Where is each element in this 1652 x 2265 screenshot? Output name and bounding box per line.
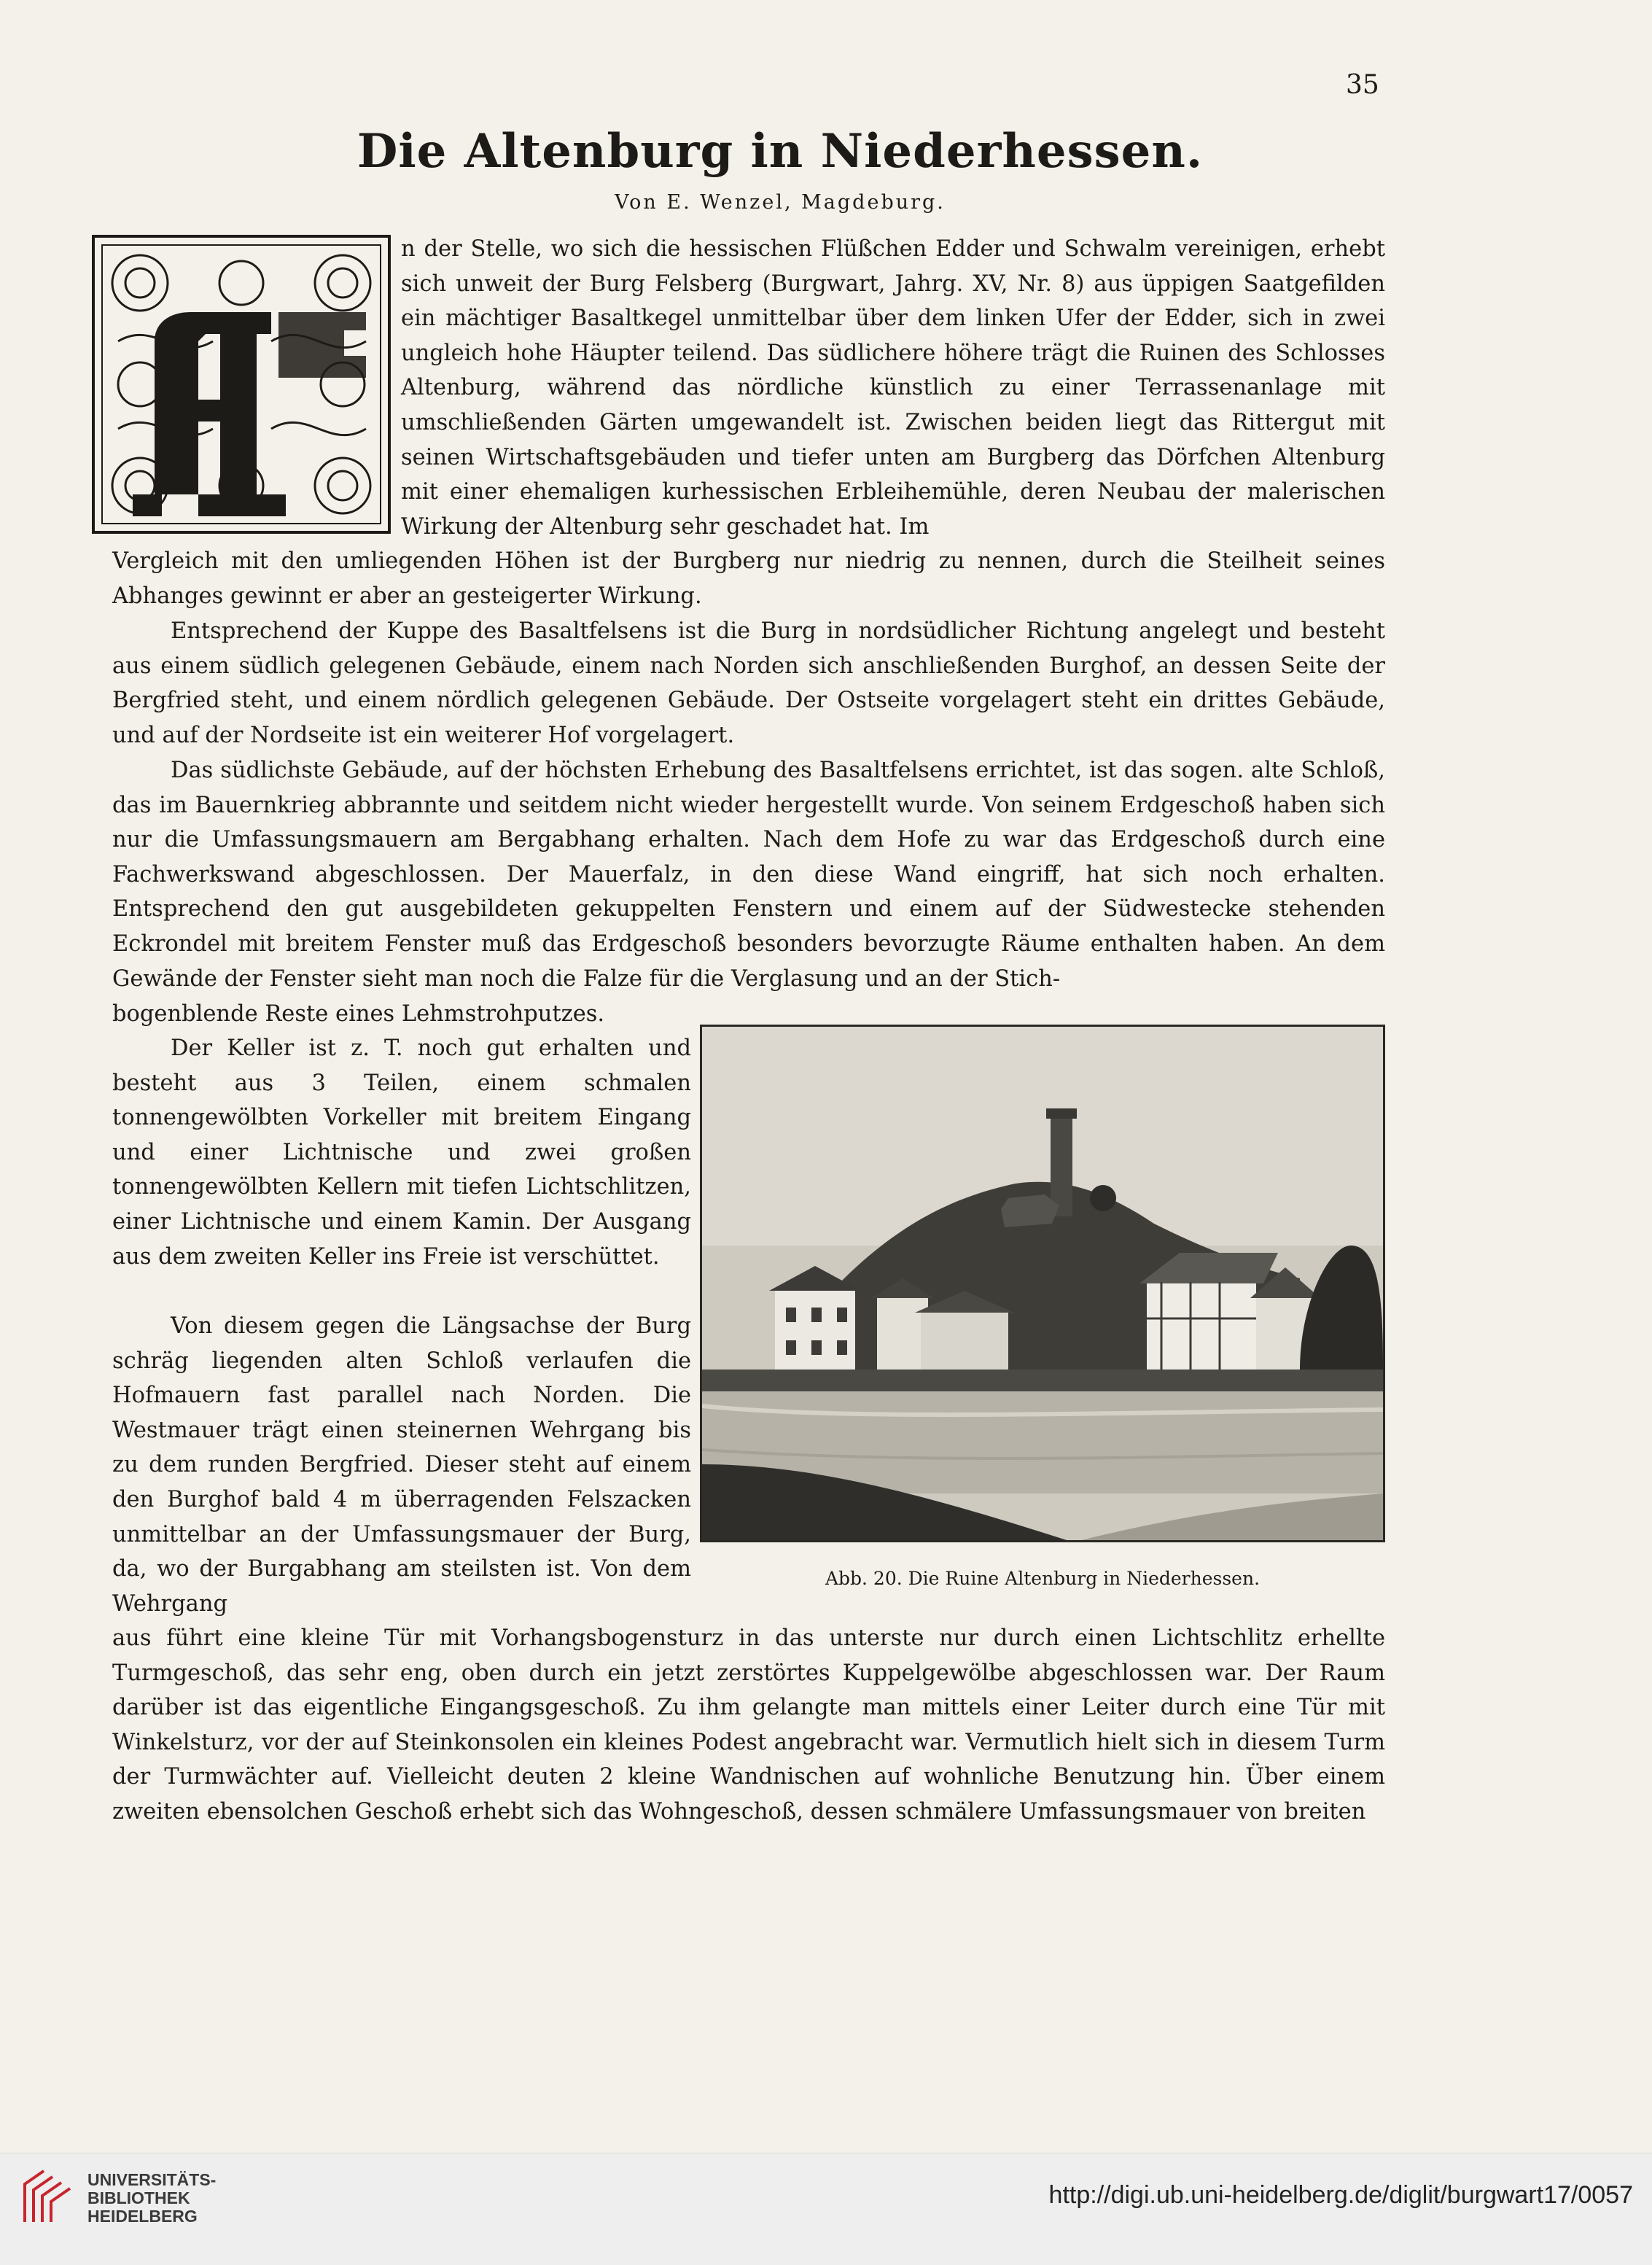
- library-name-line-3: HEIDELBERG: [87, 2207, 198, 2226]
- paragraph-2: Entsprechend der Kuppe des Basaltfelsens ist die Burg in nordsüdlicher Richtung angelegt und besteht aus einem südlich gelegenen Gebäude, einem nach Norden sich anschließenden Burghof, an dessen Seite der Bergfried steht, und einem nördlich gelegenen Gebäude. Der Ostseite vorgelagert steht ein drittes Gebäude, und auf der Nordseite ist ein weiterer Hof vorgelagert.: [112, 618, 1385, 748]
- paragraph-1-continued: Vergleich mit den umliegenden Höhen ist der Burgberg nur niedrig zu nennen, durch die Steilheit seines Abhanges gewinnt er aber an gesteigerter Wirkung.: [112, 548, 1385, 609]
- decorated-initial-letter: [89, 232, 394, 537]
- library-name: [87, 2171, 216, 2226]
- paragraph-3: Das südlichste Gebäude, auf der höchsten Erhebung des Basaltfelsens errichtet, ist das sogen. alte Schloß, das im Bauernkrieg abbrannte und seitdem nicht wieder hergestellt wurde. Von seinem Erdgeschoß haben sich nur die Umfassungsmauern am Bergabhang erhalten. Nach dem Hofe zu war das Erdgeschoß durch eine Fachwerkswand abgeschlossen. Der Mauerfalz, in den diese Wand eingriff, hat sich noch erhalten. Entsprechend den gut ausgebildeten gekuppelten Fenstern und einem auf der Südwestecke stehenden Eckrondel mit breitem Fenster muß das Erdgeschoß besonders bevorzugte Räume enthalten haben. An dem Gewände der Fenster sieht man noch die Falze für die Verglasung und an der Stich-: [112, 758, 1385, 992]
- figure-caption: Abb. 20. Die Ruine Altenburg in Niederhessen.: [825, 1568, 1261, 1589]
- article-byline: Von E. Wenzel, Magdeburg.: [615, 191, 946, 214]
- library-name-line-2: BIBLIOTHEK: [87, 2188, 190, 2207]
- castle-ruin-photograph: [700, 1025, 1385, 1542]
- paragraph-1-opening: n der Stelle, wo sich die hessischen Flüßchen Edder und Schwalm vereinigen, erhebt sich unweit der Burg Felsberg (Burgwart, Jahrg. XV, Nr. 8) aus üppigen Saatgefilden ein mächtiger Basaltkegel unmittelbar über dem linken Ufer der Edder, sich in zwei ungleich hohe Häupter teilend. Das südlichere höhere trägt die Ruinen des Schlosses Altenburg, während das nördliche künstlich zu einer Terrassenanlage mit umschließenden Gärten umgewandelt ist. Zwischen beiden liegt das Rittergut mit seinen Wirtschaftsgebäuden und tiefer unten am Burgberg das Dörfchen Altenburg mit einer ehemaligen kurhessischen Erbleihemühle, deren Neubau der malerischen Wirkung der Altenburg sehr geschadet hat. Im: [401, 236, 1385, 540]
- digitization-footer: [0, 2153, 1652, 2265]
- permalink-url[interactable]: http://digi.ub.uni-heidelberg.de/diglit/burgwart17/0057: [1048, 2181, 1633, 2209]
- paragraph-4: Der Keller ist z. T. noch gut erhalten und besteht aus 3 Teilen, einem schmalen tonnengewölbten Vorkeller mit breitem Eingang und einer Lichtnische und zwei großen tonnengewölbten Kellern mit tiefen Lichtschlitzen, einer Lichtnische und einem Kamin. Der Ausgang aus dem zweiten Keller ins Freie ist verschüttet.: [112, 1036, 691, 1270]
- article-title: Die Altenburg in Niederhessen.: [356, 124, 1204, 179]
- paragraph-5: Von diesem gegen die Längsachse der Burg schräg liegenden alten Schloß verlaufen die Hofmauern fast parallel nach Norden. Die Westmauer trägt einen steinernen Wehrgang bis zu dem runden Bergfried. Dieser steht auf einem den Burghof bald 4 m überragenden Felszacken unmittelbar an der Umfassungsmauer der Burg, da, wo der Burgabhang am steilsten ist. Von dem Wehrgang: [112, 1313, 691, 1617]
- university-library-logo-icon[interactable]: [19, 2164, 74, 2226]
- paragraph-3-end: bogenblende Reste eines Lehmstrohputzes.: [112, 1001, 605, 1027]
- library-name-line-1: UNIVERSITÄTS-: [87, 2170, 217, 2189]
- page-number: 35: [1346, 70, 1379, 100]
- paragraph-5-continued: aus führt eine kleine Tür mit Vorhangsbogensturz in das unterste nur durch einen Lichtschlitz erhellte Turmgeschoß, das sehr eng, oben durch ein jetzt zerstörtes Kuppelgewölbe abgeschlossen war. Der Raum darüber ist das eigentliche Eingangsgeschoß. Zu ihm gelangte man mittels einer Leiter durch eine Tür mit Winkelsturz, vor der auf Steinkonsolen ein kleines Podest angebracht war. Vermutlich hielt sich in diesem Turm der Turmwächter auf. Vielleicht deuten 2 kleine Wandnischen auf wohnliche Benutzung hin. Über einem zweiten ebensolchen Geschoß erhebt sich das Wohngeschoß, dessen schmälere Umfassungsmauer von breiten: [112, 1625, 1385, 1825]
